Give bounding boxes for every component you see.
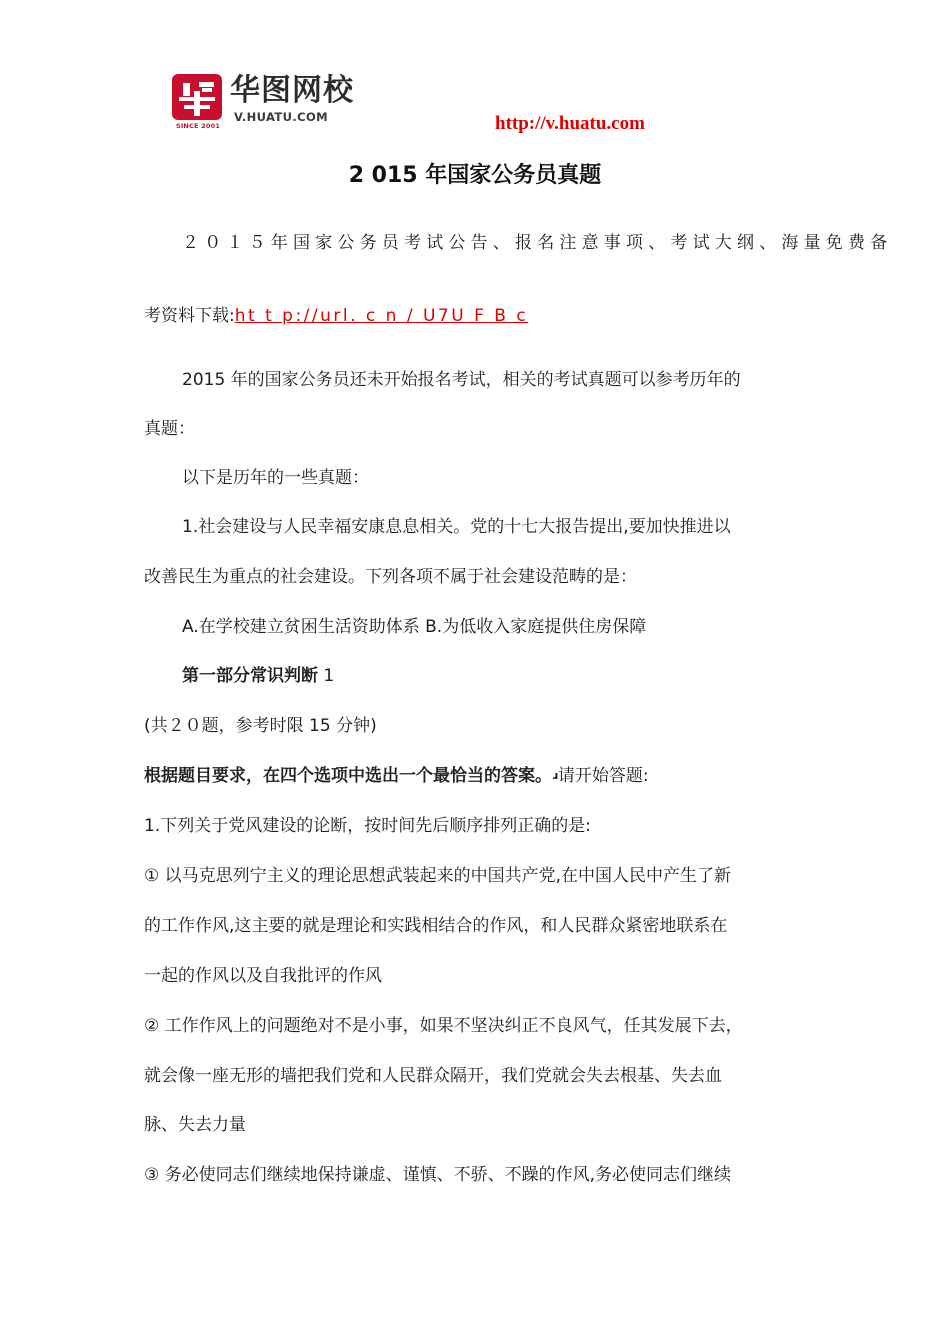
para-3: 以下是历年的一些真题：	[182, 468, 369, 488]
sample-question-line-1: 1.社会建设与人民幸福安康息息相关。党的十七大报告提出,要加快推进以	[182, 517, 731, 537]
section-title: 第一部分常识判断	[182, 666, 318, 686]
huatu-logo[interactable]	[172, 74, 412, 132]
logo-since: SINCE 2001	[175, 122, 221, 130]
instruction-line	[144, 764, 649, 788]
item-1-line-1: ① 以马克思列宁主义的理论思想武装起来的中国共产党,在中国人民中产生了新	[144, 866, 732, 886]
intro-line-1: ２０１５年国家公务员考试公告、报名注意事项、考试大纲、海量免费备	[182, 233, 893, 253]
instruction-bold: 根据题目要求，在四个选项中选出一个最恰当的答案。	[144, 766, 552, 786]
download-link[interactable]: ht t p://url. c n / U7U F B c	[234, 306, 529, 326]
section-number: 1	[323, 666, 335, 686]
instruction-rest: 请开始答题:	[557, 766, 649, 786]
item-2-line-1: ② 工作作风上的问题绝对不是小事，如果不坚决纠正不良风气，任其发展下去，	[144, 1016, 743, 1036]
section-heading	[182, 664, 334, 688]
item-2-line-3: 脉、失去力量	[144, 1115, 246, 1135]
logo-wordmark: 华图网校	[230, 73, 354, 108]
logo-domain: V.HUATU.COM	[234, 110, 329, 124]
item-2-line-2: 就会像一座无形的墙把我们党和人民群众隔开，我们党就会失去根基、失去血	[144, 1066, 722, 1086]
intro-line-2	[144, 304, 528, 328]
sample-question-options: A.在学校建立贫困生活资助体系 B.为低收入家庭提供住房保障	[182, 617, 647, 637]
item-1-line-2: 的工作作风,这主要的就是理论和实践相结合的作风，和人民群众紧密地联系在	[144, 916, 728, 936]
item-1-line-3: 一起的作风以及自我批评的作风	[144, 966, 382, 986]
huatu-emblem-icon	[172, 74, 222, 120]
question-1: 1.下列关于党风建设的论断，按时间先后顺序排列正确的是:	[144, 816, 591, 836]
instruction-glyph: ɹ	[552, 769, 558, 782]
sample-question-line-2: 改善民生为重点的社会建设。下列各项不属于社会建设范畴的是：	[144, 567, 637, 587]
intro-prefix: 考资料下载:	[144, 306, 235, 326]
site-url-link[interactable]: http://v.huatu.com	[495, 113, 645, 134]
item-3-line-1: ③ 务必使同志们继续地保持谦虚、谨慎、不骄、不躁的作风,务必使同志们继续	[144, 1165, 732, 1185]
para-2-line-2: 真题：	[144, 419, 195, 439]
para-2-line-1: 2015 年的国家公务员还未开始报名考试，相关的考试真题可以参考历年的	[182, 370, 741, 390]
doc-title: 2 015 年国家公务员真题	[348, 163, 602, 188]
section-note: (共２０题，参考时限 15 分钟)	[144, 716, 377, 736]
